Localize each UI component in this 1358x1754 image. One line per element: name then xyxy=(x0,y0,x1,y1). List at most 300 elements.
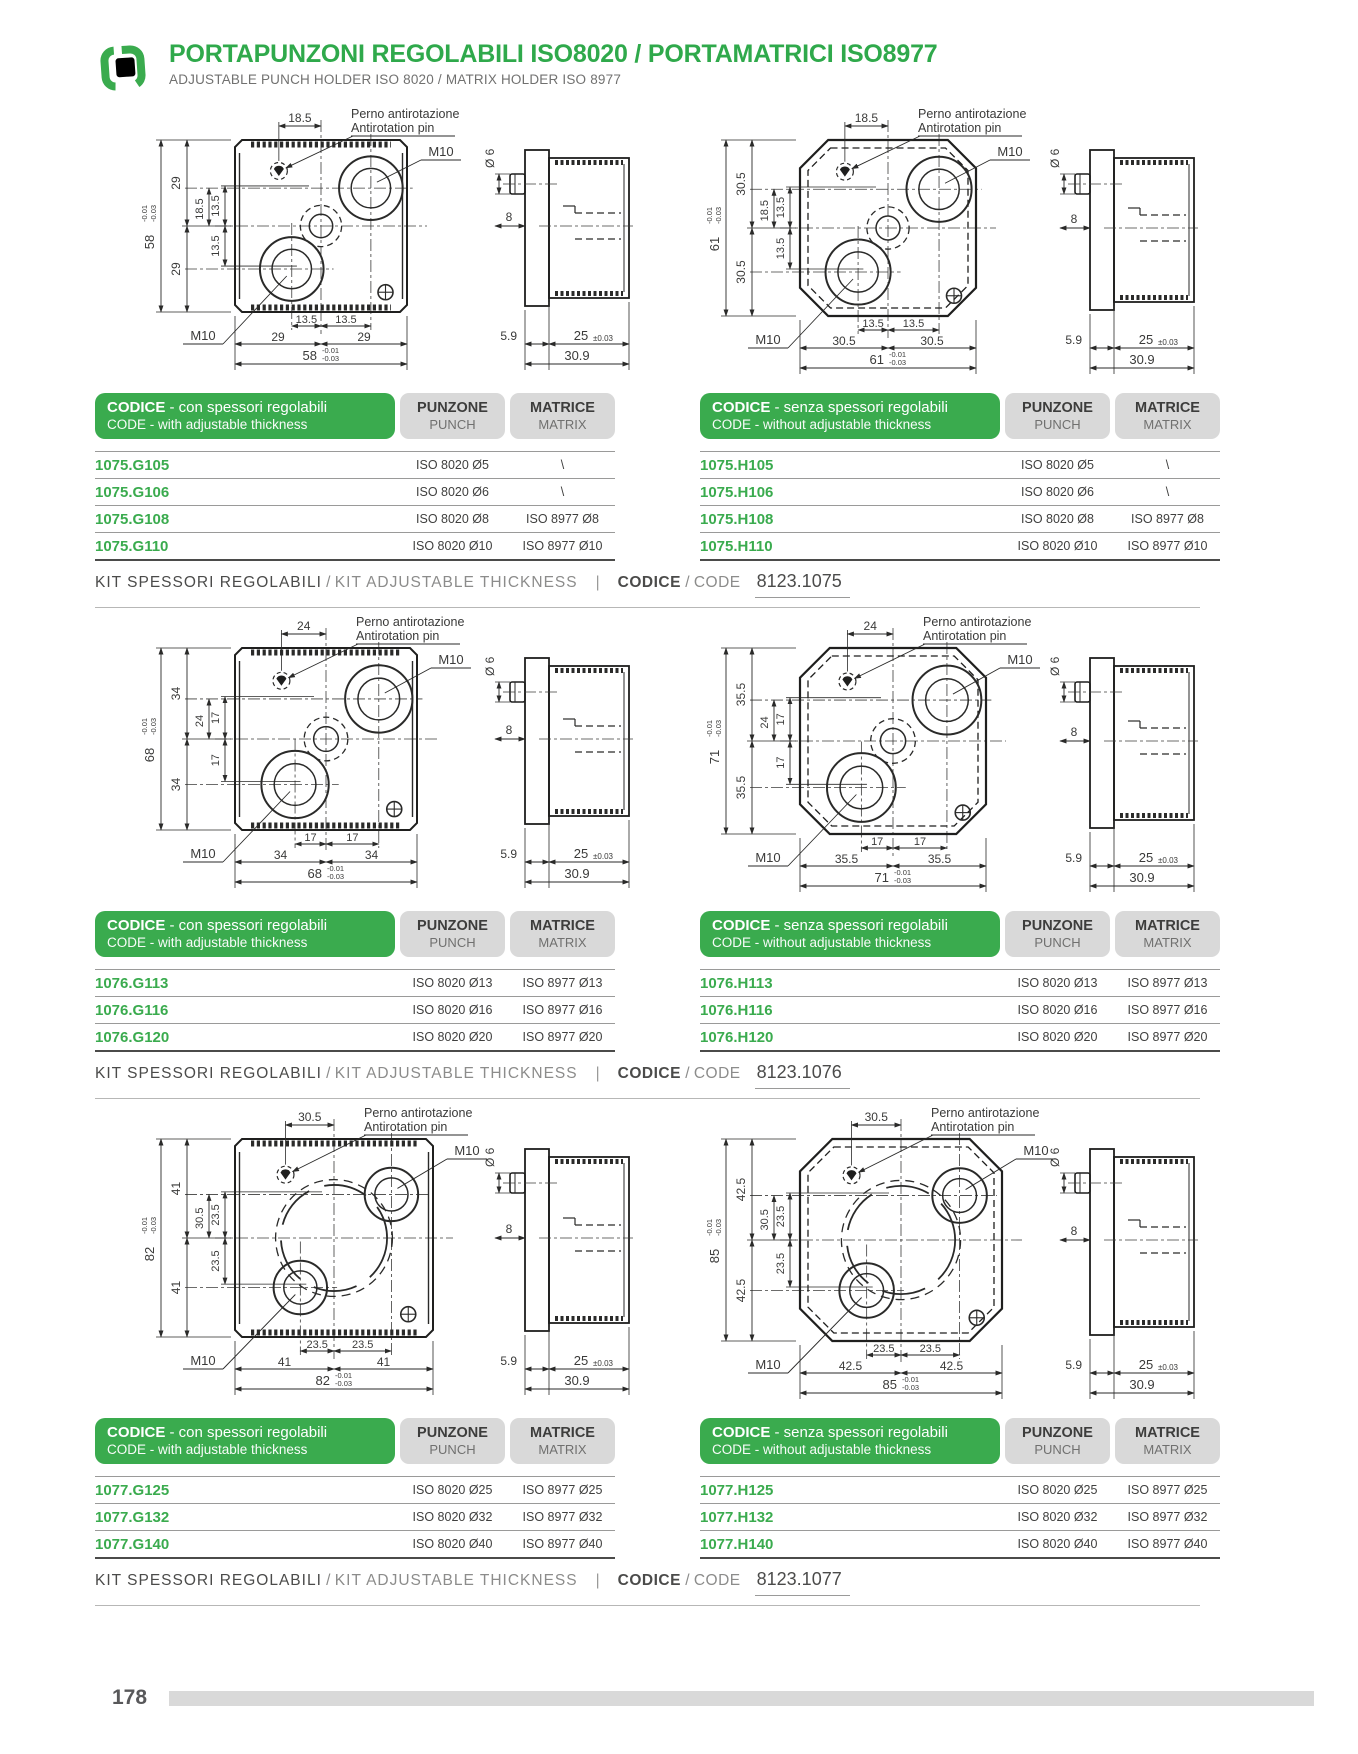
matrix-spec: ISO 8977 Ø10 xyxy=(1127,539,1208,553)
svg-text:Antirotation pin: Antirotation pin xyxy=(351,121,435,135)
svg-text:Ø 6: Ø 6 xyxy=(483,148,497,168)
svg-text:41: 41 xyxy=(376,1355,391,1369)
table-row xyxy=(700,970,1220,997)
svg-text:30.5: 30.5 xyxy=(734,172,748,196)
svg-text:M10: M10 xyxy=(1007,652,1033,667)
matrix-spec: ISO 8977 Ø13 xyxy=(522,976,603,990)
svg-text:5.9: 5.9 xyxy=(500,329,517,343)
code-table xyxy=(95,393,615,561)
svg-text:17: 17 xyxy=(871,836,884,848)
technical-drawing xyxy=(95,106,635,383)
svg-text:35.5: 35.5 xyxy=(927,852,952,866)
svg-text:30.5: 30.5 xyxy=(734,260,748,284)
table-row xyxy=(700,452,1220,479)
code-header-label: CODICE xyxy=(712,399,771,416)
code-header-desc-en: CODE - without adjustable thickness xyxy=(712,1442,932,1457)
svg-text:18.5: 18.5 xyxy=(759,199,771,222)
code-header-line1 xyxy=(107,1424,383,1441)
svg-text:-0.01: -0.01 xyxy=(140,204,149,222)
svg-text:Perno antirotazione: Perno antirotazione xyxy=(356,615,465,629)
svg-text:17: 17 xyxy=(210,754,222,767)
svg-text:Perno antirotazione: Perno antirotazione xyxy=(351,107,460,121)
tables-row xyxy=(95,393,1265,561)
kit-label-en: KIT ADJUSTABLE THICKNESS xyxy=(334,1065,578,1082)
svg-text:25: 25 xyxy=(573,1353,589,1368)
svg-text:Perno antirotazione: Perno antirotazione xyxy=(931,1106,1040,1120)
product-code: 1075.H108 xyxy=(700,510,774,528)
matrix-header-en: MATRIX xyxy=(538,417,587,432)
kit-code-label-it: CODICE xyxy=(617,574,681,591)
matrix-spec: ISO 8977 Ø8 xyxy=(526,512,599,526)
punch-spec: ISO 8020 Ø5 xyxy=(1021,458,1094,472)
code-header-label: CODICE xyxy=(107,917,166,934)
kit-code-separator: / xyxy=(680,574,694,591)
svg-text:29: 29 xyxy=(271,330,285,344)
code-header-desc-en: CODE - without adjustable thickness xyxy=(712,935,932,950)
matrix-spec: ISO 8977 Ø25 xyxy=(1127,1483,1208,1497)
kit-row xyxy=(95,571,1200,608)
svg-text:17: 17 xyxy=(775,713,787,726)
svg-text:5.9: 5.9 xyxy=(1065,851,1082,865)
punch-header-en: PUNCH xyxy=(1034,935,1081,950)
svg-text:23.5: 23.5 xyxy=(210,1250,222,1272)
code-column-header xyxy=(700,393,1000,439)
matrix-spec: \ xyxy=(560,485,565,499)
code-table xyxy=(700,911,1220,1052)
table-header xyxy=(700,393,1220,439)
svg-text:M10: M10 xyxy=(428,144,454,159)
technical-drawing-svg xyxy=(95,106,635,378)
svg-text:34: 34 xyxy=(169,686,183,701)
svg-text:8: 8 xyxy=(1070,725,1078,739)
svg-text:Ø 6: Ø 6 xyxy=(1048,148,1062,168)
svg-text:5.9: 5.9 xyxy=(1065,1358,1082,1372)
page-header xyxy=(95,40,1265,96)
svg-text:41: 41 xyxy=(169,1181,183,1196)
kit-code-label-en: CODE xyxy=(693,574,741,591)
matrix-column-header xyxy=(1115,1418,1220,1464)
kit-label-it: KIT SPESSORI REGOLABILI xyxy=(95,1065,322,1082)
sections-container xyxy=(95,106,1265,1606)
punch-column-header xyxy=(400,911,505,957)
page-title: PORTAPUNZONI REGOLABILI ISO8020 / PORTAMATRICI ISO8977 xyxy=(169,40,938,68)
svg-text:61: 61 xyxy=(707,236,722,252)
svg-text:23.5: 23.5 xyxy=(873,1343,895,1355)
code-header-line1 xyxy=(712,1424,988,1441)
code-header-line1 xyxy=(107,917,383,934)
svg-text:Perno antirotazione: Perno antirotazione xyxy=(918,107,1027,121)
kit-divider: | xyxy=(595,1065,600,1082)
svg-text:-0.01: -0.01 xyxy=(705,719,714,737)
svg-text:30.9: 30.9 xyxy=(1129,1377,1155,1392)
punch-spec: ISO 8020 Ø32 xyxy=(412,1510,493,1524)
table-row xyxy=(95,1504,615,1531)
technical-drawing xyxy=(660,106,1200,387)
svg-text:-0.03: -0.03 xyxy=(335,1379,353,1388)
footer-bar xyxy=(169,1691,1314,1706)
svg-text:29: 29 xyxy=(357,330,371,344)
punch-spec: ISO 8020 Ø32 xyxy=(1017,1510,1098,1524)
code-table xyxy=(95,911,615,1052)
svg-text:30.5: 30.5 xyxy=(920,334,944,348)
kit-code: 8123.1076 xyxy=(755,1062,850,1089)
punch-spec: ISO 8020 Ø8 xyxy=(1021,512,1094,526)
code-column-header xyxy=(95,1418,395,1464)
table-rows xyxy=(95,1476,615,1559)
punch-column-header xyxy=(400,1418,505,1464)
technical-drawing xyxy=(660,614,1200,905)
table-rows xyxy=(95,451,615,561)
svg-text:58: 58 xyxy=(142,234,157,250)
code-header-line1 xyxy=(107,399,383,416)
table-row xyxy=(95,506,615,533)
code-header-label: CODICE xyxy=(712,1424,771,1441)
svg-text:13.5: 13.5 xyxy=(775,196,787,219)
kit-label-it: KIT SPESSORI REGOLABILI xyxy=(95,574,322,591)
matrix-header-en: MATRIX xyxy=(1143,417,1192,432)
svg-text:24: 24 xyxy=(297,619,311,633)
svg-text:M10: M10 xyxy=(755,850,781,865)
svg-text:85: 85 xyxy=(882,1377,897,1392)
svg-text:25: 25 xyxy=(573,846,589,861)
svg-text:-0.03: -0.03 xyxy=(714,719,723,737)
svg-text:M10: M10 xyxy=(190,846,216,861)
punch-column-header xyxy=(1005,911,1110,957)
svg-text:Ø 6: Ø 6 xyxy=(1048,656,1062,676)
table-row xyxy=(700,506,1220,533)
product-code: 1077.G132 xyxy=(95,1508,170,1526)
technical-drawing-svg xyxy=(95,1105,635,1403)
kit-row xyxy=(95,1569,1200,1606)
svg-text:42.5: 42.5 xyxy=(734,1177,748,1202)
matrix-spec: ISO 8977 Ø20 xyxy=(522,1030,603,1044)
product-section xyxy=(95,614,1265,1099)
svg-text:8: 8 xyxy=(1070,212,1078,226)
code-header-label: CODICE xyxy=(107,1424,166,1441)
svg-text:34: 34 xyxy=(364,848,379,862)
svg-text:24: 24 xyxy=(863,619,877,633)
matrix-spec: ISO 8977 Ø16 xyxy=(522,1003,603,1017)
product-code: 1075.G105 xyxy=(95,456,170,474)
svg-text:35.5: 35.5 xyxy=(734,775,748,800)
technical-drawing xyxy=(660,1105,1200,1412)
punch-header-it: PUNZONE xyxy=(1022,400,1093,416)
svg-text:-0.01: -0.01 xyxy=(327,864,345,873)
code-header-line1 xyxy=(712,399,988,416)
matrix-column-header xyxy=(510,911,615,957)
product-code: 1075.H105 xyxy=(700,456,774,474)
svg-text:34: 34 xyxy=(273,848,288,862)
table-row xyxy=(95,452,615,479)
matrix-header-en: MATRIX xyxy=(538,1442,587,1457)
svg-text:Perno antirotazione: Perno antirotazione xyxy=(923,615,1032,629)
svg-text:-0.03: -0.03 xyxy=(714,1218,723,1236)
svg-text:5.9: 5.9 xyxy=(500,847,517,861)
svg-text:±0.03: ±0.03 xyxy=(1158,338,1178,347)
matrix-header-en: MATRIX xyxy=(1143,1442,1192,1457)
svg-text:25: 25 xyxy=(1138,850,1154,865)
svg-text:M10: M10 xyxy=(454,1143,480,1158)
kit-label-it: KIT SPESSORI REGOLABILI xyxy=(95,1572,322,1589)
svg-text:-0.01: -0.01 xyxy=(902,1375,920,1384)
table-row xyxy=(700,479,1220,506)
punch-header-en: PUNCH xyxy=(429,1442,476,1457)
svg-text:30.5: 30.5 xyxy=(759,1209,771,1231)
svg-text:82: 82 xyxy=(315,1373,330,1388)
kit-code-separator: / xyxy=(680,1065,694,1082)
punch-spec: ISO 8020 Ø6 xyxy=(416,485,489,499)
table-header xyxy=(95,911,615,957)
svg-text:61: 61 xyxy=(869,352,884,367)
punch-column-header xyxy=(1005,1418,1110,1464)
tables-row xyxy=(95,1418,1265,1559)
matrix-column-header xyxy=(510,1418,615,1464)
punch-header-en: PUNCH xyxy=(429,935,476,950)
table-rows xyxy=(700,1476,1220,1559)
table-row xyxy=(700,1504,1220,1531)
product-code: 1077.H140 xyxy=(700,1535,774,1553)
punch-spec: ISO 8020 Ø8 xyxy=(416,512,489,526)
kit-code-label-it: CODICE xyxy=(617,1065,681,1082)
svg-text:Antirotation pin: Antirotation pin xyxy=(918,121,1002,135)
product-section xyxy=(95,106,1265,608)
svg-text:18.5: 18.5 xyxy=(854,111,879,125)
svg-text:-0.03: -0.03 xyxy=(327,872,345,881)
svg-text:13.5: 13.5 xyxy=(335,314,357,326)
svg-text:30.9: 30.9 xyxy=(564,866,590,881)
product-code: 1076.G116 xyxy=(95,1001,169,1019)
svg-text:42.5: 42.5 xyxy=(734,1278,748,1303)
drawings-row xyxy=(95,1105,1265,1412)
svg-text:-0.01: -0.01 xyxy=(140,717,149,735)
svg-text:8: 8 xyxy=(505,1222,513,1236)
matrix-header-it: MATRICE xyxy=(530,1425,595,1441)
code-column-header xyxy=(700,911,1000,957)
table-header xyxy=(95,393,615,439)
kit-label-en: KIT ADJUSTABLE THICKNESS xyxy=(334,574,578,591)
punch-header-en: PUNCH xyxy=(429,417,476,432)
svg-text:35.5: 35.5 xyxy=(734,682,748,707)
code-header-desc: - senza spessori regolabili xyxy=(770,399,948,416)
svg-text:M10: M10 xyxy=(438,652,464,667)
punch-spec: ISO 8020 Ø40 xyxy=(1017,1537,1098,1551)
table-row xyxy=(95,533,615,561)
svg-text:-0.01: -0.01 xyxy=(322,346,340,355)
product-code: 1075.G106 xyxy=(95,483,170,501)
table-row xyxy=(95,970,615,997)
matrix-spec: \ xyxy=(1165,458,1170,472)
svg-text:13.5: 13.5 xyxy=(902,318,925,330)
table-rows xyxy=(95,969,615,1052)
code-header-label: CODICE xyxy=(712,917,771,934)
svg-text:30.5: 30.5 xyxy=(194,1207,206,1229)
table-row xyxy=(95,479,615,506)
table-row xyxy=(95,1024,615,1052)
svg-text:30.5: 30.5 xyxy=(832,334,856,348)
product-code: 1076.G120 xyxy=(95,1028,170,1046)
matrix-spec: ISO 8977 Ø40 xyxy=(1127,1537,1208,1551)
code-column-header xyxy=(700,1418,1000,1464)
svg-text:68: 68 xyxy=(142,747,157,763)
table-row xyxy=(700,1531,1220,1559)
svg-text:30.9: 30.9 xyxy=(1129,870,1155,885)
svg-text:23.5: 23.5 xyxy=(775,1252,787,1275)
punch-spec: ISO 8020 Ø6 xyxy=(1021,485,1094,499)
table-row xyxy=(95,1531,615,1559)
kit-label-separator: / xyxy=(321,1572,335,1589)
svg-text:82: 82 xyxy=(142,1246,157,1262)
matrix-header-it: MATRICE xyxy=(530,400,595,416)
code-header-desc: - con spessori regolabili xyxy=(165,1424,328,1441)
table-row xyxy=(700,997,1220,1024)
product-code: 1075.H110 xyxy=(700,537,773,555)
matrix-spec: ISO 8977 Ø32 xyxy=(1127,1510,1208,1524)
code-header-label: CODICE xyxy=(107,399,166,416)
svg-text:M10: M10 xyxy=(190,328,216,343)
kit-label-separator: / xyxy=(321,1065,335,1082)
svg-text:Antirotation pin: Antirotation pin xyxy=(364,1120,448,1134)
svg-text:-0.01: -0.01 xyxy=(140,1216,149,1234)
svg-text:-0.03: -0.03 xyxy=(149,204,158,222)
matrix-spec: ISO 8977 Ø25 xyxy=(522,1483,603,1497)
svg-text:5.9: 5.9 xyxy=(1065,333,1082,347)
code-table xyxy=(95,1418,615,1559)
technical-drawing-svg xyxy=(660,1105,1200,1407)
svg-text:29: 29 xyxy=(169,262,183,276)
kit-label-en: KIT ADJUSTABLE THICKNESS xyxy=(334,1572,578,1589)
svg-text:42.5: 42.5 xyxy=(838,1359,863,1373)
svg-text:±0.03: ±0.03 xyxy=(593,334,613,343)
punch-spec: ISO 8020 Ø5 xyxy=(416,458,489,472)
svg-text:-0.01: -0.01 xyxy=(894,868,912,877)
kit-label-separator: / xyxy=(321,574,335,591)
matrix-header-en: MATRIX xyxy=(1143,935,1192,950)
table-header xyxy=(700,1418,1220,1464)
code-header-desc-en: CODE - with adjustable thickness xyxy=(107,417,308,432)
svg-text:Perno antirotazione: Perno antirotazione xyxy=(364,1106,473,1120)
svg-text:-0.03: -0.03 xyxy=(322,354,340,363)
matrix-spec: ISO 8977 Ø20 xyxy=(1127,1030,1208,1044)
matrix-header-it: MATRICE xyxy=(1135,1425,1200,1441)
kit-code: 8123.1077 xyxy=(755,1569,850,1596)
product-code: 1077.H125 xyxy=(700,1481,774,1499)
svg-text:13.5: 13.5 xyxy=(210,235,222,257)
code-header-desc-en: CODE - without adjustable thickness xyxy=(712,417,932,432)
matrix-header-it: MATRICE xyxy=(530,918,595,934)
svg-text:71: 71 xyxy=(707,749,722,765)
product-code: 1076.G113 xyxy=(95,974,169,992)
svg-text:30.9: 30.9 xyxy=(1129,352,1155,367)
punch-spec: ISO 8020 Ø40 xyxy=(412,1537,493,1551)
drawings-row xyxy=(95,106,1265,387)
kit-row xyxy=(95,1062,1200,1099)
code-column-header xyxy=(95,393,395,439)
kit-code-label-en: CODE xyxy=(693,1065,741,1082)
product-section xyxy=(95,1105,1265,1606)
matrix-header-it: MATRICE xyxy=(1135,918,1200,934)
punch-spec: ISO 8020 Ø13 xyxy=(1017,976,1098,990)
tables-row xyxy=(95,911,1265,1052)
svg-text:Antirotation pin: Antirotation pin xyxy=(931,1120,1015,1134)
code-header-line1 xyxy=(712,917,988,934)
table-rows xyxy=(700,969,1220,1052)
table-row xyxy=(700,1477,1220,1504)
svg-text:M10: M10 xyxy=(755,332,781,347)
punch-header-it: PUNZONE xyxy=(1022,918,1093,934)
matrix-spec: \ xyxy=(560,458,565,472)
code-header-desc: - senza spessori regolabili xyxy=(770,917,948,934)
svg-text:85: 85 xyxy=(707,1248,722,1264)
code-header-desc-en: CODE - with adjustable thickness xyxy=(107,935,308,950)
svg-text:34: 34 xyxy=(169,777,183,792)
matrix-header-en: MATRIX xyxy=(538,935,587,950)
punch-spec: ISO 8020 Ø25 xyxy=(412,1483,493,1497)
svg-text:M10: M10 xyxy=(1023,1143,1049,1158)
matrix-spec: ISO 8977 Ø40 xyxy=(522,1537,603,1551)
svg-text:Antirotation pin: Antirotation pin xyxy=(356,629,440,643)
svg-text:17: 17 xyxy=(775,756,787,769)
svg-text:Ø 6: Ø 6 xyxy=(483,1147,497,1167)
svg-text:23.5: 23.5 xyxy=(775,1205,787,1228)
matrix-header-it: MATRICE xyxy=(1135,400,1200,416)
svg-text:29: 29 xyxy=(169,176,183,190)
drawings-row xyxy=(95,614,1265,905)
svg-text:18.5: 18.5 xyxy=(288,111,312,125)
svg-text:25: 25 xyxy=(573,328,589,343)
technical-drawing-svg xyxy=(95,614,635,896)
svg-text:23.5: 23.5 xyxy=(306,1339,328,1351)
svg-text:5.9: 5.9 xyxy=(500,1354,517,1368)
kit-code-separator: / xyxy=(680,1572,694,1589)
product-code: 1075.G110 xyxy=(95,537,169,555)
kit-code-label-it: CODICE xyxy=(617,1572,681,1589)
svg-text:41: 41 xyxy=(169,1280,183,1295)
punch-spec: ISO 8020 Ø13 xyxy=(412,976,493,990)
code-table xyxy=(700,393,1220,561)
matrix-spec: ISO 8977 Ø10 xyxy=(522,539,603,553)
svg-text:-0.01: -0.01 xyxy=(335,1371,353,1380)
punch-spec: ISO 8020 Ø10 xyxy=(412,539,493,553)
svg-text:30.9: 30.9 xyxy=(564,1373,590,1388)
technical-drawing xyxy=(95,1105,635,1408)
matrix-column-header xyxy=(1115,393,1220,439)
svg-text:23.5: 23.5 xyxy=(210,1204,222,1226)
page-subtitle: ADJUSTABLE PUNCH HOLDER ISO 8020 / MATRIX HOLDER ISO 8977 xyxy=(169,72,622,87)
kit-code-label-en: CODE xyxy=(693,1572,741,1589)
page-number: 178 xyxy=(112,1686,148,1709)
svg-text:Antirotation pin: Antirotation pin xyxy=(923,629,1007,643)
punch-header-en: PUNCH xyxy=(1034,1442,1081,1457)
punch-header-en: PUNCH xyxy=(1034,417,1081,432)
kit-divider: | xyxy=(595,1572,600,1589)
punch-header-it: PUNZONE xyxy=(1022,1425,1093,1441)
kit-code: 8123.1075 xyxy=(755,571,850,598)
product-code: 1075.H106 xyxy=(700,483,774,501)
punch-spec: ISO 8020 Ø16 xyxy=(1017,1003,1098,1017)
punch-column-header xyxy=(400,393,505,439)
kit-divider: | xyxy=(595,574,600,591)
svg-text:24: 24 xyxy=(759,716,771,729)
svg-text:30.5: 30.5 xyxy=(864,1110,888,1124)
product-code: 1075.G108 xyxy=(95,510,170,528)
punch-header-it: PUNZONE xyxy=(417,1425,488,1441)
punch-header-it: PUNZONE xyxy=(417,918,488,934)
matrix-spec: ISO 8977 Ø16 xyxy=(1127,1003,1208,1017)
svg-text:±0.03: ±0.03 xyxy=(593,1359,613,1368)
svg-text:Ø 6: Ø 6 xyxy=(483,656,497,676)
product-code: 1076.H120 xyxy=(700,1028,774,1046)
svg-text:M10: M10 xyxy=(755,1357,781,1372)
